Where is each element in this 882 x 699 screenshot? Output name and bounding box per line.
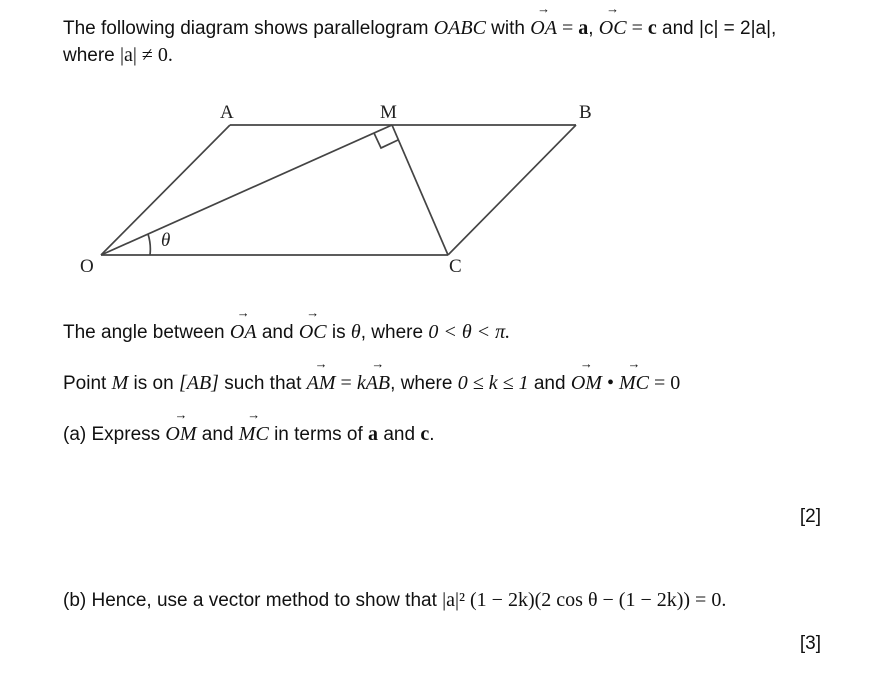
point-text: such that [218,373,307,394]
part-a-text: and [196,424,239,445]
part-a-text: (a) Express [63,424,166,445]
angle-arc [148,234,150,255]
scalar-k: k [356,372,366,394]
part-a-marks: [2] [799,506,821,527]
part-b-expression: |a|² (1 − 2k)(2 cos θ − (1 − 2k)) = 0. [442,589,727,611]
theta-range: 0 < θ < π. [428,321,511,343]
comma: , [588,18,599,39]
vector-a: a [578,17,589,39]
label-c: C [449,256,462,277]
vector-a: a [368,423,379,445]
theta-symbol: θ [350,321,361,343]
label-theta: θ [161,230,171,251]
part-b-text: (b) Hence, use a vector method to show that [63,590,443,611]
point-text: Point [63,373,112,394]
k-range: 0 ≤ k ≤ 1 [457,372,529,394]
dot-product-symbol: • [601,372,619,394]
point-text: and [528,373,571,394]
angle-text: is [326,322,351,343]
point-text: is on [128,373,179,394]
part-a-text: in terms of [268,424,369,445]
part-b-question [63,587,726,614]
nonzero-condition: |a| ≠ 0. [120,44,173,66]
intro-text: The following diagram shows parallelogram [63,18,434,39]
intro-text: with [485,18,531,39]
equals-sign: = [335,372,357,394]
part-a-text: and [378,424,421,445]
point-text: , where [390,373,458,394]
label-o: O [80,256,94,277]
label-m: M [380,102,397,123]
parallelogram-name: OABC [433,17,486,39]
point-m: M [111,372,129,394]
vector-c: c [420,423,430,445]
intro-text: and [656,18,700,39]
vector-mc: → MC [239,421,269,447]
equals-sign: = [626,17,648,39]
vector-am: → AM [307,370,336,396]
vector-oc: → OC [299,319,327,345]
segment-mc [392,125,448,255]
segment-om [101,125,392,255]
intro-text: where [63,45,121,66]
vector-mc: → MC [619,370,649,396]
vector-om: → OM [165,421,196,447]
period: . [429,424,435,445]
segment-ab: [AB] [178,372,219,394]
label-a: A [220,102,234,123]
angle-text: , where [360,322,429,343]
vector-ab: → AB [366,370,390,396]
part-a-question [63,421,434,448]
angle-statement [63,319,510,346]
vector-c: c [647,17,657,39]
point-m-statement [63,370,680,397]
equals-zero: = 0 [648,372,681,394]
vector-oa: → OA [530,15,557,41]
vector-om: → OM [571,370,602,396]
side-bc [448,125,576,255]
equals-sign: = [556,17,579,39]
part-b-marks: [3] [799,633,821,654]
vector-oc: → OC [599,15,627,41]
angle-text: The angle between [63,322,230,343]
modulus-condition: |c| = 2|a|, [699,18,777,39]
angle-text: and [256,322,299,343]
label-b: B [579,102,592,123]
vector-oa: → OA [230,319,257,345]
right-angle-marker [374,133,398,148]
